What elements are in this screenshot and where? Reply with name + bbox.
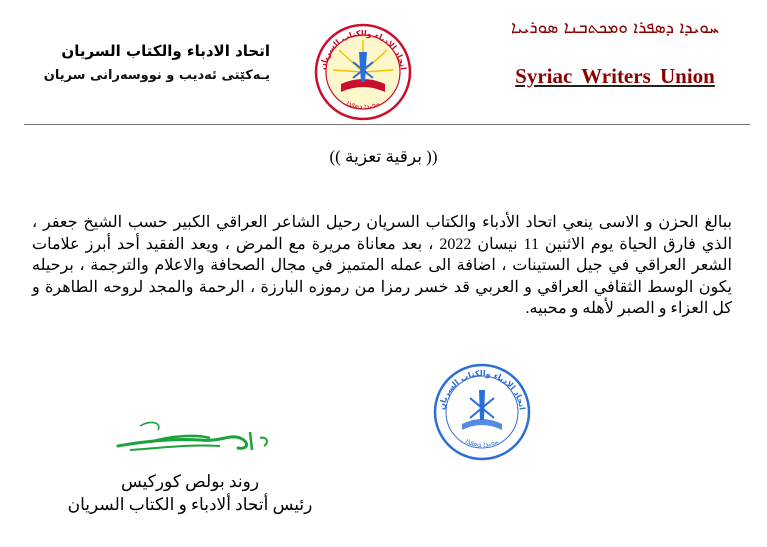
stamp-arabic-text: اتحاد الادباء والكتاب السريان <box>437 368 527 411</box>
logo-arabic-text: اتحاد الادباء والكتاب السريان <box>318 28 408 71</box>
english-org-name: Syriac Writers Union <box>515 64 715 88</box>
signer-block <box>40 470 340 516</box>
document-title: (( برقية تعزية )) <box>329 147 438 166</box>
kurdish-org-name: یـەکێتی ئەدیب و نووسەرانی سریان <box>43 68 270 83</box>
syriac-org-name: ܚܘܝܕܐ ܕܣܦܪܐ ܘܡܟܬܒܢܐ ܣܘܪܝܝܐ <box>511 18 719 38</box>
header-divider <box>24 124 750 125</box>
header-latin-block <box>500 18 730 89</box>
condolence-body: ببالغ الحزن و الاسى ينعي اتحاد الأدباء والكتاب السريان رحيل الشاعر العراقي الكبير حسب الشيخ جعفر ، الذي فارق الحياة يوم الاثنين 11 نيسان 2022 ، بعد معاناة مريرة مع المرض ، ويعد الفقيد أحد أبرز علامات الشعر العراقي في جيل الستينات ، اضافة الى عمله المتميز في مجال الصحافة والاعلام والترجمة ، برحيله يكون الوسط الثقافي العراقي و العربي قد خسر رمزا من رموزه البارزة ، الرحمة والمجد لروحه الطاهرة و كل العزاء و الصبر لأهله و محبيه. <box>32 214 733 318</box>
stamp-syriac-text: ܚܘܝܕܐ ܕܣܦܪܐ <box>464 436 500 449</box>
signer-title: رئيس أتحاد ألادباء و الكتاب السريان <box>67 495 313 514</box>
signer-name: روند بولص كوركيس <box>120 472 260 491</box>
handwritten-signature <box>110 412 280 460</box>
header-arabic-block <box>40 40 270 86</box>
blue-stamp <box>432 362 532 462</box>
union-logo <box>313 22 413 122</box>
svg-text:ܚܘܝܕܐ ܕܣܦܪܐ <box>464 437 500 449</box>
logo-syriac-text: ܚܘܝܕܐ ܕܣܦܪܐ <box>345 98 381 111</box>
arabic-org-name: اتحاد الادباء والكتاب السريان <box>61 42 270 60</box>
